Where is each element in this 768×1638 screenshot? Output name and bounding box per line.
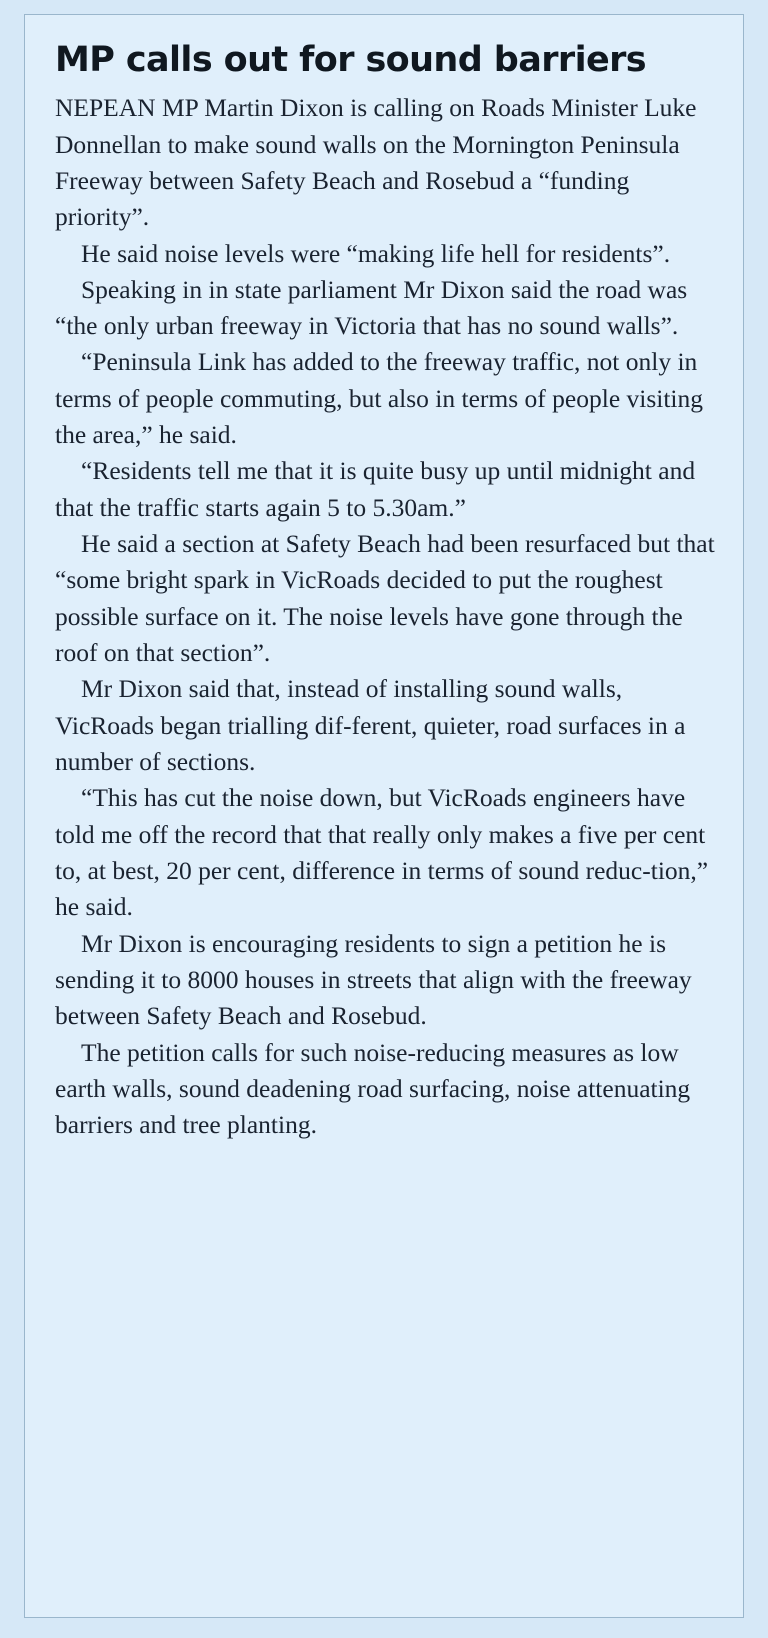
article-paragraph: The petition calls for such noise-reducing measures as low earth walls, sound deadening road surfacing, noise attenuating barriers and tree planting. [55, 1037, 691, 1140]
article-paragraph: “Residents tell me that it is quite busy up until midnight and that the traffic starts again 5 to 5.30am.” [55, 456, 696, 522]
article-paragraph: Mr Dixon said that, instead of installing sound walls, VicRoads began trialling dif-ferent, quieter, road surfaces in a number of sections. [55, 674, 686, 777]
article-paragraph: Mr Dixon is encouraging residents to sign a petition he is sending it to 8000 houses in streets that align with the freeway between Safety Beach and Rosebud. [55, 928, 692, 1031]
article-paragraph: NEPEAN MP Martin Dixon is calling on Roads Minister Luke Donnellan to make sound walls on the Mornington Peninsula Freeway between Safety Beach and Rosebud a “funding priority”. [55, 93, 697, 232]
article-paragraph: He said noise levels were “making life hell for residents”. [81, 238, 671, 268]
article-headline: MP calls out for sound barriers [55, 40, 647, 80]
article-container [24, 14, 744, 1618]
article-body [55, 90, 717, 1144]
article-paragraph: “This has cut the noise down, but VicRoads engineers have told me off the record that that really only makes a five per cent to, at best, 20 per cent, difference in terms of sound reduc-tion,” he said. [55, 783, 709, 922]
article-paragraph: He said a section at Safety Beach had been resurfaced but that “some bright spark in VicRoads decided to put the roughest possible surface on it. The noise levels have gone through the roof on that section”. [55, 529, 715, 668]
article-paragraph: Speaking in in state parliament Mr Dixon said the road was “the only urban freeway in Victoria that has no sound walls”. [55, 274, 688, 341]
article-paragraph: “Peninsula Link has added to the freeway traffic, not only in terms of people commuting, but also in terms of people visiting the area,” he said. [55, 347, 704, 450]
